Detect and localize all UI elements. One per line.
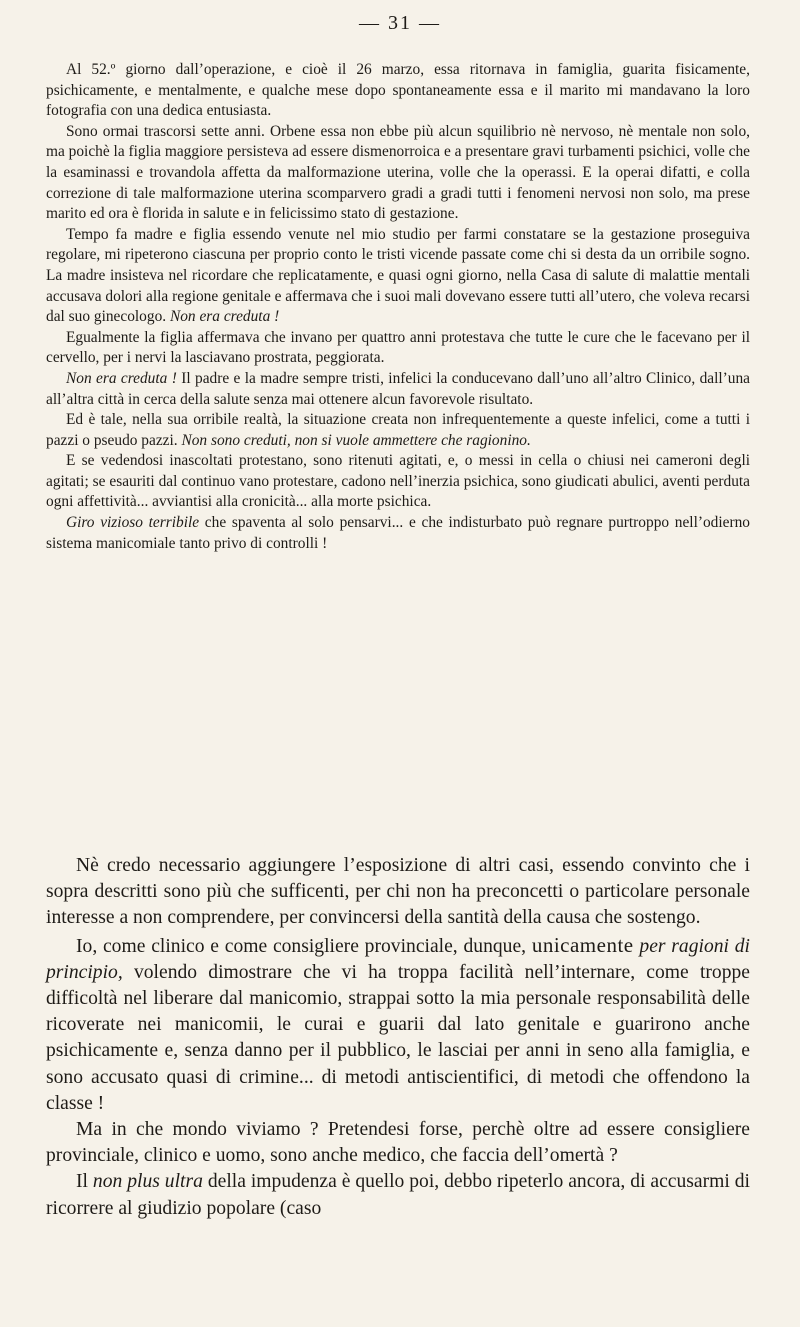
body-text-large [46,853,750,1222]
paragraph [46,369,750,410]
italic-text: per ragioni di principio, [46,935,751,983]
italic-text: Non era creduta ! [66,369,177,387]
italic-text: Non sono creduti, non si vuole ammettere che ragionino. [181,431,531,449]
italic-text: Non era creduta ! [169,308,280,326]
paragraph [46,60,750,122]
paragraph [46,410,750,451]
paragraph [46,1169,750,1221]
paragraph [46,122,750,225]
italic-text: Giro vizioso terribile [66,514,200,532]
paragraph [46,1117,750,1169]
paragraph [46,225,750,328]
text-segment: Tempo fa madre e figlia essendo venute nel mio studio per farmi constatare se la gestazione proseguiva regolare, mi ripeterono ciascuna per proprio conto le tristi vicende passate come chi si desta da un orribile sogno. La madre insisteva nel ricordare che replicatamente, e quasi ogni giorno, nella Casa di salute di malattie mentali accusava dolori alla regione genitale e affermava che i suoi mali dovevano essere tutti all’utero, che voleva recarsi dal suo ginecologo. [46,225,750,326]
text-segment: Ed è tale, nella sua orribile realtà, la situazione creata non infrequentemente a queste infelici, come a tutti i pazzi o pseudo pazzi. [46,411,750,449]
italic-text: non plus ultra [92,1171,203,1193]
page-number: — 31 — [359,12,441,34]
paragraph [46,328,750,369]
text-segment: Ma in che mondo viviamo ? Pretendesi forse, perchè oltre ad essere consigliere provinciale, clinico e uomo, sono anche medico, che faccia dell’omertà ? [46,1119,750,1167]
text-segment: E se vedendosi inascoltati protestano, sono ritenuti agitati, e, o messi in cella o chiusi nei cameroni degli agitati; se esauriti dal continuo vano protestare, cadono nell’inerzia psichica, sono giudicati abulici, aventi perduta ogni affettività... avviantisi alla cronicità... alla morte psichica. [46,452,750,511]
text-segment: Il [76,1171,93,1193]
text-segment: che spaventa al solo pensarvi... e che indisturbato può regnare purtroppo nell’odierno sistema manicomiale tanto privo di controlli ! [46,514,750,552]
text-segment: Io, come clinico e come consigliere provinciale, dunque, [76,935,532,957]
emphasis-text: unicamente [531,932,634,957]
paragraph [46,853,750,932]
paragraph [46,513,750,554]
text-segment: Nè credo necessario aggiungere l’esposizione di altri casi, essendo convinto che i sopra descritti sono più che sufficenti, per chi non ha preconcetti o particolare personale interesse a non comprendere, per convincersi della santità della causa che sostengo. [46,855,750,929]
text-segment: Sono ormai trascorsi sette anni. Orbene essa non ebbe più alcun squilibrio nè nervoso, nè mentale non solo, ma poichè la figlia maggiore persisteva ad essere dismenorroica e a presentare gravi turbamenti psichici, volle che la esaminassi e trovandola affetta da malformazione uterina, volle che la operassi. E la operai difatti, e colla correzione di tale malformazione uterina scomparvero gradi a gradi tutti i fenomeni nervosi non solo, ma prese marito ed ora è florida in salute e in felicissimo stato di gestazione. [46,122,750,223]
text-segment: Egualmente la figlia affermava che invano per quattro anni protestava che tutte le cure che le facevano per il cervello, per i nervi la lasciavano prostrata, peggiorata. [46,328,750,367]
text-segment: volendo dimostrare che vi ha troppa facilità nell’internare, come troppe difficoltà nel liberare dal manicomio, strappai sotto la mia personale responsabilità delle ricoverate nei manicomii, le curai e guarii dal lato genitale e guarirono anche psichicamente e, senza danno per il pubblico, le lasciai per anni in seno alla famiglia, e sono accusato quasi di crimine... di metodi antiscientifici, di metodi che offendono la classe ! [46,961,750,1114]
body-text-small [46,60,750,554]
paragraph [46,932,750,1117]
text-segment: Al 52.º giorno dall’operazione, e cioè il 26 marzo, essa ritornava in famiglia, guarita fisicamente, psichicamente, e mentalmente, e qualche mese dopo spontaneamente essa e il marito mi mandavano la loro fotografia con una dedica entusiasta. [46,61,750,120]
text-segment: Il padre e la madre sempre tristi, infelici la conducevano dall’uno all’altro Clinico, dall’una all’altra città in cerca della salute senza mai ottenere alcun favorevole risultato. [46,369,750,408]
text-segment: della impudenza è quello poi, debbo ripeterlo ancora, di accusarmi di ricorrere al giudizio popolare (caso [46,1171,750,1219]
paragraph [46,451,750,513]
